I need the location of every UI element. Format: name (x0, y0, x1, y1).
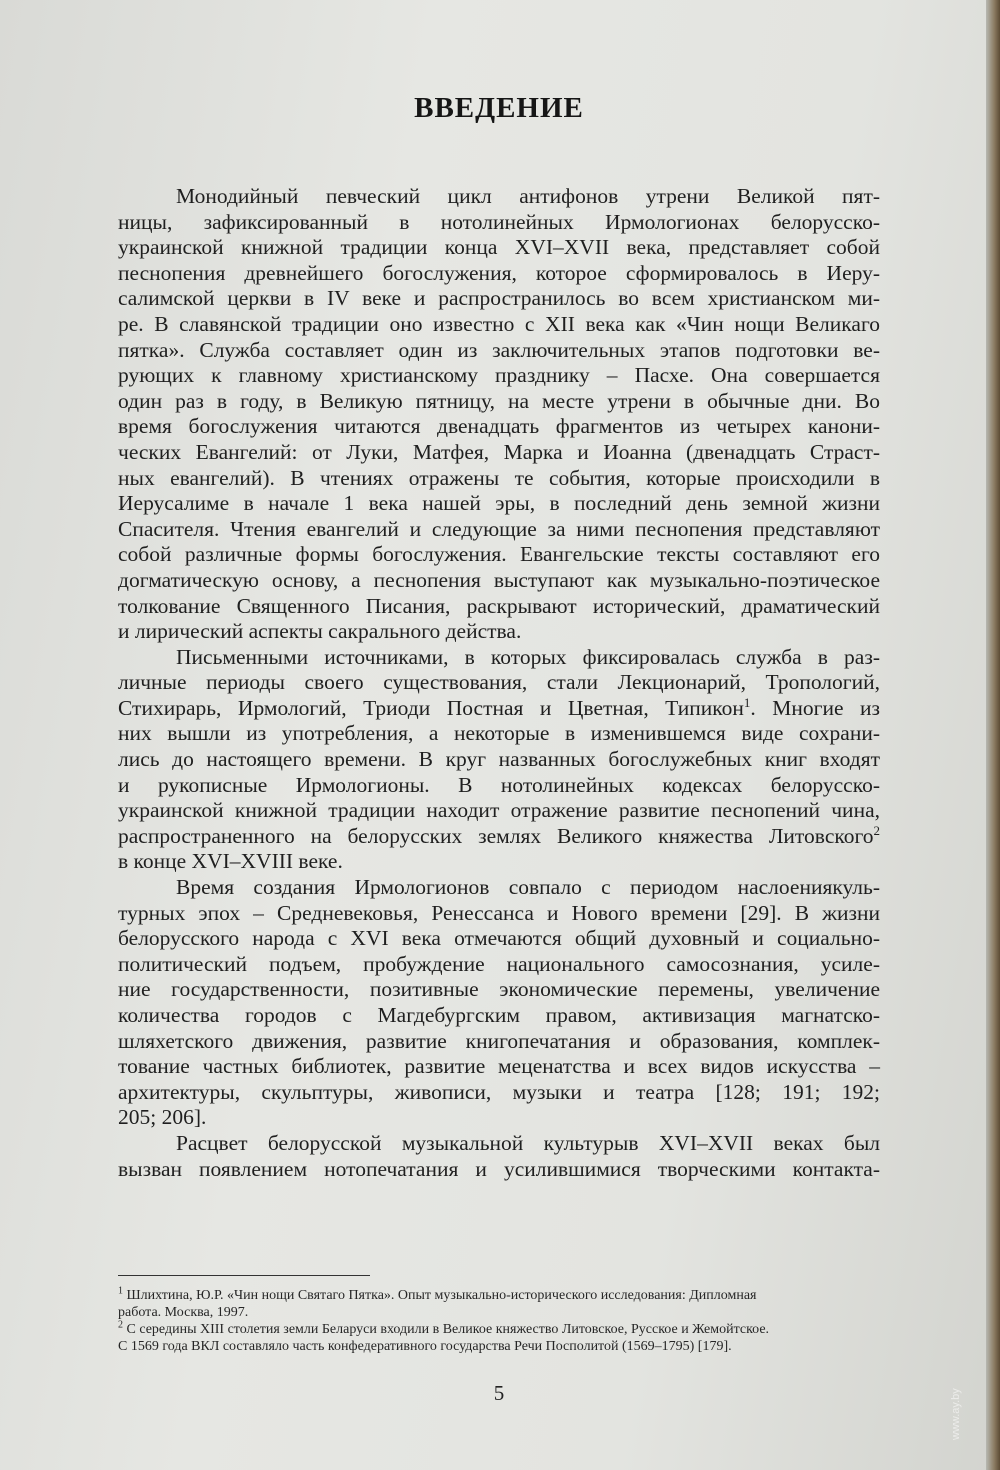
text-line: ние государственности, позитивные экономические перемены, увеличение (118, 977, 880, 1002)
text-line: толкование Священного Писания, раскрывают исторический, драматический (118, 593, 880, 618)
text-line: украинской книжной традиции находит отражение развитие песнопений чина, (118, 798, 880, 823)
text-line (118, 824, 880, 850)
text-line: рующих к главному христианскому празднику – Пасхе. Она совершается (118, 363, 880, 388)
text-line: политический подъем, пробуждение национального самосознания, усиле- (118, 951, 880, 976)
text-line: один раз в году, в Великую пятницу, на месте утрени в обычные дни. Во (118, 388, 880, 413)
text-line: личные периоды своего существования, стали Лекционарий, Тропологий, (118, 670, 880, 695)
footnote-mark: 2 (118, 1319, 123, 1331)
text-line: 205; 206]. (118, 1105, 207, 1130)
text-line: архитектуры, скульптуры, живописи, музыки и театра [128; 191; 192; (118, 1079, 880, 1104)
text-line: Иерусалиме в начале 1 века нашей эры, в последний день земной жизни (118, 491, 880, 516)
footnote-mark: 1 (118, 1285, 123, 1297)
footnote-ref-2[interactable]: 2 (873, 822, 880, 838)
text-line: и лирический аспекты сакрального действа. (118, 619, 522, 644)
text-line: и рукописные Ирмологионы. В нотолинейных кодексах белорусско- (118, 772, 880, 797)
text-line: Монодийный певческий цикл антифонов утрени Великой пят- (176, 184, 880, 208)
footnote-line: С 1569 года ВКЛ составляло часть конфедеративного государства Речи Посполитой (1569–1795) [179]. (118, 1339, 732, 1354)
text-line: вызван появлением нотопечатания и усилившимися творческими контакта- (118, 1156, 880, 1181)
text-line: салимской церкви в IV веке и распространилось во всем христианском ми- (118, 286, 880, 311)
footnote-divider (118, 1275, 370, 1276)
text-line: ческих Евангелий: от Луки, Матфея, Марка и Иоанна (двенадцать Страст- (118, 439, 880, 464)
footnote-line (118, 1287, 880, 1304)
text-line: время богослужения читаются двенадцать фрагментов из четырех канони- (118, 414, 880, 439)
paragraph-1 (118, 184, 880, 645)
text-line: Время создания Ирмологионов совпало с периодом наслоениякуль- (176, 875, 880, 900)
text-line: пятка». Служба составляет один из заключительных этапов подготовки ве- (118, 337, 880, 362)
text-line: ре. В славянской традиции оно известно с XII века как «Чин нощи Великаго (118, 311, 880, 336)
watermark: www.ay.by (950, 1388, 962, 1440)
text-line: лись до настоящего времени. В круг названных богослужебных книг входят (118, 747, 880, 772)
text-line: ницы, зафиксированный в нотолинейных Ирмологионах белорусско- (118, 209, 880, 234)
paragraph-4 (118, 1131, 880, 1182)
text-line: Расцвет белорусской музыкальной культурыв XVI–XVII веках был (176, 1130, 880, 1155)
text-line: ных евангелий). В чтениях отражены те события, которые происходили в (118, 465, 880, 490)
text-line: собой различные формы богослужения. Евангельские тексты составляют его (118, 542, 880, 567)
chapter-heading: ВВЕДЕНИЕ (414, 92, 584, 124)
footnote-line: работа. Москва, 1997. (118, 1305, 249, 1320)
footnote-line (118, 1321, 880, 1338)
text-line: них вышли из употребления, а некоторые в изменившемся виде сохрани- (118, 721, 880, 746)
text-line: Письменными источниками, в которых фиксировалась служба в раз- (176, 644, 880, 669)
footnote-text: Шлихтина, Ю.Р. «Чин нощи Святаго Пятка». Опыт музыкально-исторического исследования: Дипломная (126, 1288, 757, 1303)
text-line: тование частных библиотек, развитие меценатства и всех видов искусства – (118, 1054, 880, 1079)
body-text (118, 184, 880, 1182)
footnote-text: С середины XIII столетия земли Беларуси входили в Великое княжество Литовское, Русское и Жемойтское. (126, 1322, 770, 1337)
text-line: догматическую основу, а песнопения выступают как музыкально-поэтическое (118, 567, 880, 592)
text-line: шляхетского движения, развитие книгопечатания и образования, комплек- (118, 1028, 880, 1053)
footnote-1 (118, 1287, 880, 1321)
text-line: количества городов с Магдебургским правом, активизация магнатско- (118, 1003, 880, 1027)
paragraph-2 (118, 645, 880, 875)
text-line: песнопения древнейшего богослужения, которое сформировалось в Иеру- (118, 260, 880, 285)
page-edge (986, 0, 1000, 1470)
text-line: белорусского народа с XVI века отмечаются общий духовный и социально- (118, 926, 880, 951)
paragraph-3 (118, 875, 880, 1131)
page-number: 5 (493, 1381, 505, 1405)
text-segment: Стихирарь, Ирмологий, Триоди Постная и Цветная, Типикон (118, 695, 744, 720)
text-segment: распространенного на белорусских землях Великого княжества Литовского (118, 823, 874, 848)
text-line: турных эпох – Средневековья, Ренессанса и Нового времени [29]. В жизни (118, 900, 880, 925)
footnotes (118, 1287, 880, 1355)
footnote-2 (118, 1321, 880, 1355)
text-line: украинской книжной традиции конца XVI–XVII века, представляет собой (118, 235, 880, 260)
footnote-ref-1[interactable]: 1 (743, 694, 751, 710)
text-line: Спасителя. Чтения евангелий и следующие за ними песнопения представляют (118, 516, 880, 541)
text-segment: . Многие из (750, 695, 881, 720)
text-line: в конце XVI–XVIII веке. (118, 849, 343, 874)
text-line (118, 696, 880, 722)
